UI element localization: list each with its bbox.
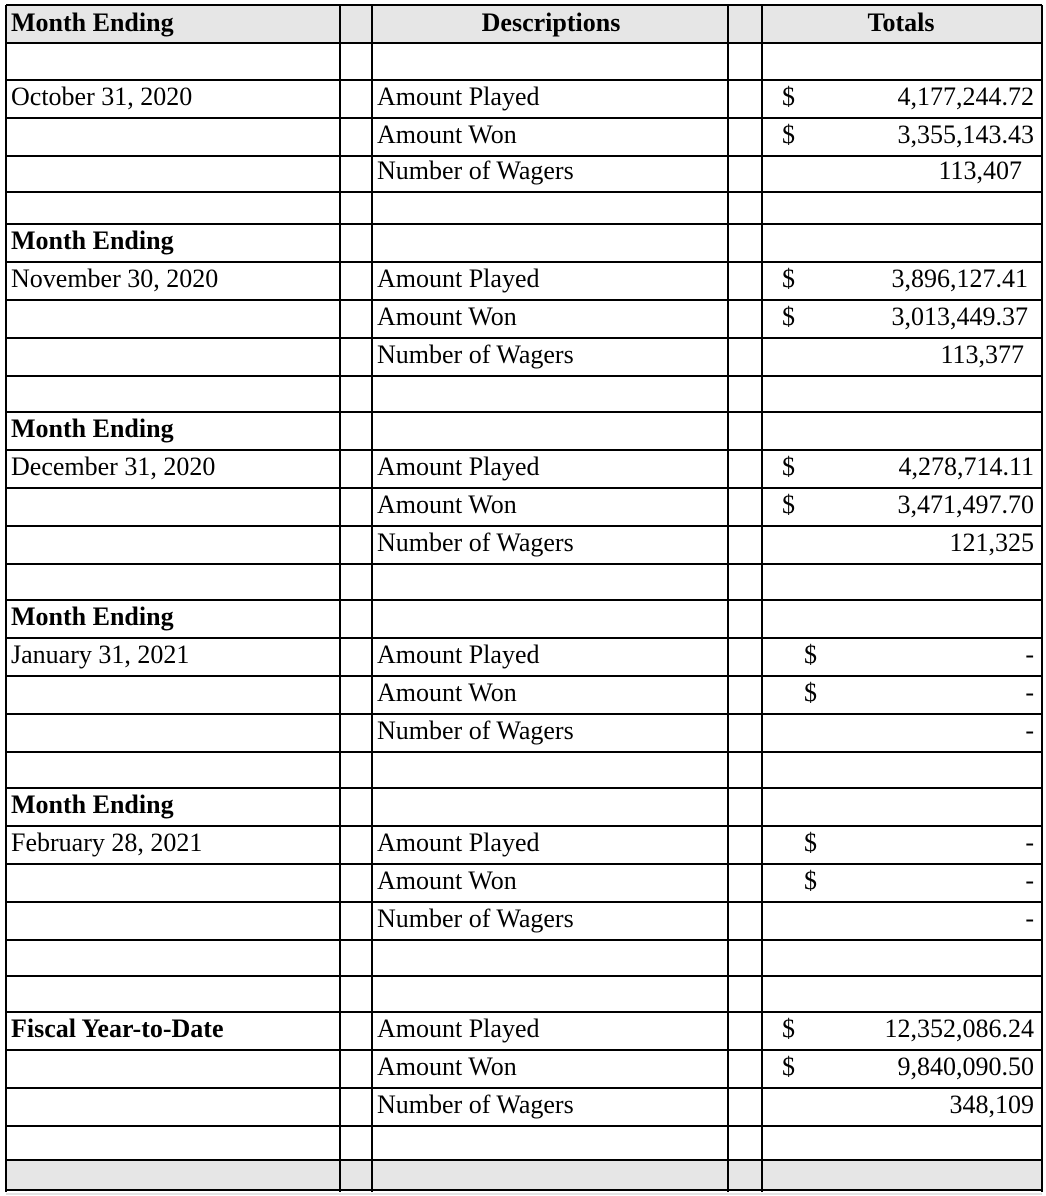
- footer-fill: [6, 1160, 1042, 1190]
- number-of-wagers-value: 113,377: [940, 340, 1024, 369]
- currency-symbol: $: [782, 1014, 795, 1043]
- desc-number-of-wagers: Number of Wagers: [377, 156, 574, 185]
- number-of-wagers-value: -: [1025, 716, 1034, 745]
- number-of-wagers-value: 121,325: [949, 528, 1034, 557]
- amount-won-value: 3,013,449.37: [891, 302, 1028, 331]
- currency-symbol: $: [782, 120, 795, 149]
- desc-amount-won: Amount Won: [377, 1052, 517, 1081]
- fiscal-ytd-label: Fiscal Year-to-Date: [11, 1014, 224, 1043]
- desc-amount-won: Amount Won: [377, 302, 517, 331]
- ytd-number-of-wagers-value: 348,109: [949, 1090, 1034, 1119]
- period-date: November 30, 2020: [11, 264, 219, 293]
- header-month-ending: Month Ending: [11, 8, 174, 37]
- currency-symbol: $: [782, 490, 795, 519]
- currency-symbol: $: [804, 828, 817, 857]
- currency-symbol: $: [782, 1052, 795, 1081]
- ytd-amount-played-value: 12,352,086.24: [884, 1014, 1034, 1043]
- amount-played-value: 3,896,127.41: [891, 264, 1028, 293]
- desc-amount-played: Amount Played: [377, 1014, 540, 1043]
- amount-won-value: -: [1025, 678, 1034, 707]
- period-heading: Month Ending: [11, 602, 174, 631]
- number-of-wagers-value: 113,407: [938, 156, 1022, 185]
- header-row: [0, 0, 1046, 44]
- header-totals: Totals: [867, 8, 935, 37]
- desc-amount-played: Amount Played: [377, 640, 540, 669]
- period-date: October 31, 2020: [11, 82, 193, 111]
- desc-number-of-wagers: Number of Wagers: [377, 340, 574, 369]
- desc-number-of-wagers: Number of Wagers: [377, 528, 574, 557]
- desc-number-of-wagers: Number of Wagers: [377, 716, 574, 745]
- currency-symbol: $: [782, 264, 795, 293]
- amount-played-value: -: [1025, 828, 1034, 857]
- desc-amount-won: Amount Won: [377, 678, 517, 707]
- desc-amount-won: Amount Won: [377, 490, 517, 519]
- currency-symbol: $: [804, 678, 817, 707]
- currency-symbol: $: [782, 302, 795, 331]
- currency-symbol: $: [804, 866, 817, 895]
- currency-symbol: $: [782, 82, 795, 111]
- desc-amount-played: Amount Played: [377, 452, 540, 481]
- header-descriptions: Descriptions: [481, 8, 621, 37]
- amount-played-value: 4,278,714.11: [898, 452, 1034, 481]
- desc-amount-won: Amount Won: [377, 866, 517, 895]
- amount-played-value: -: [1025, 640, 1034, 669]
- period-date: December 31, 2020: [11, 452, 216, 481]
- period-date: January 31, 2021: [11, 640, 190, 669]
- amount-played-value: 4,177,244.72: [897, 82, 1034, 111]
- amount-won-value: 3,355,143.43: [897, 120, 1034, 149]
- desc-amount-played: Amount Played: [377, 828, 540, 857]
- currency-symbol: $: [782, 452, 795, 481]
- desc-number-of-wagers: Number of Wagers: [377, 904, 574, 933]
- amount-won-value: 3,471,497.70: [897, 490, 1034, 519]
- amount-won-value: -: [1025, 866, 1034, 895]
- desc-amount-played: Amount Played: [377, 82, 540, 111]
- period-heading: Month Ending: [11, 226, 174, 255]
- period-heading: Month Ending: [11, 414, 174, 443]
- desc-amount-played: Amount Played: [377, 264, 540, 293]
- period-date: February 28, 2021: [11, 828, 203, 857]
- desc-amount-won: Amount Won: [377, 120, 517, 149]
- period-heading: Month Ending: [11, 790, 174, 819]
- currency-symbol: $: [804, 640, 817, 669]
- ytd-amount-won-value: 9,840,090.50: [897, 1052, 1034, 1081]
- number-of-wagers-value: -: [1025, 904, 1034, 933]
- desc-number-of-wagers: Number of Wagers: [377, 1090, 574, 1119]
